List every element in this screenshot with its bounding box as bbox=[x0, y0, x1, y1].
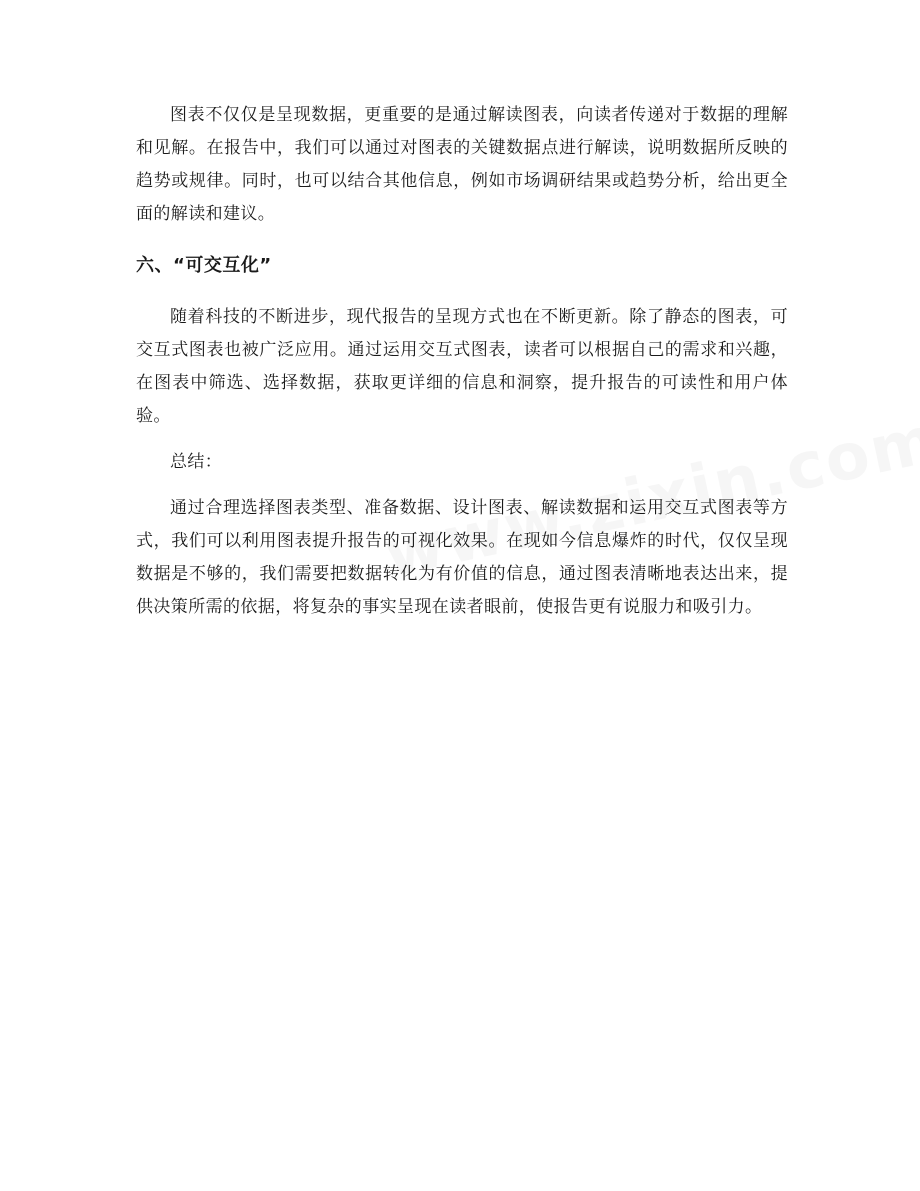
paragraph-interactive-charts: 随着科技的不断进步，现代报告的呈现方式也在不断更新。除了静态的图表，可交互式图表也被广泛应用。通过运用交互式图表，读者可以根据自己的需求和兴趣，在图表中筛选、选择数据，获取更详细的信息和洞察，提升报告的可读性和用户体验。 bbox=[136, 307, 788, 426]
paragraph-summary: 通过合理选择图表类型、准备数据、设计图表、解读数据和运用交互式图表等方式，我们可以利用图表提升报告的可视化效果。在现如今信息爆炸的时代，仅仅呈现数据是不够的，我们需要把数据转化为有价值的信息，通过图表清晰地表达出来，提供决策所需的依据，将复杂的事实呈现在读者眼前，使报告更有说服力和吸引力。 bbox=[136, 498, 788, 617]
paragraph-spacer bbox=[136, 433, 788, 446]
summary-label: 总结： bbox=[170, 452, 223, 472]
paragraph-spacer bbox=[136, 479, 788, 492]
paragraph-chart-interpretation: 图表不仅仅是呈现数据，更重要的是通过解读图表，向读者传递对于数据的理解和见解。在报告中，我们可以通过对图表的关键数据点进行解读，说明数据所反映的趋势或规律。同时，也可以结合其他信息，例如市场调研结果或趋势分析，给出更全面的解读和建议。 bbox=[136, 105, 788, 224]
section-heading-interactive: 六、“可交互化” bbox=[136, 255, 272, 276]
document-body bbox=[136, 99, 788, 624]
